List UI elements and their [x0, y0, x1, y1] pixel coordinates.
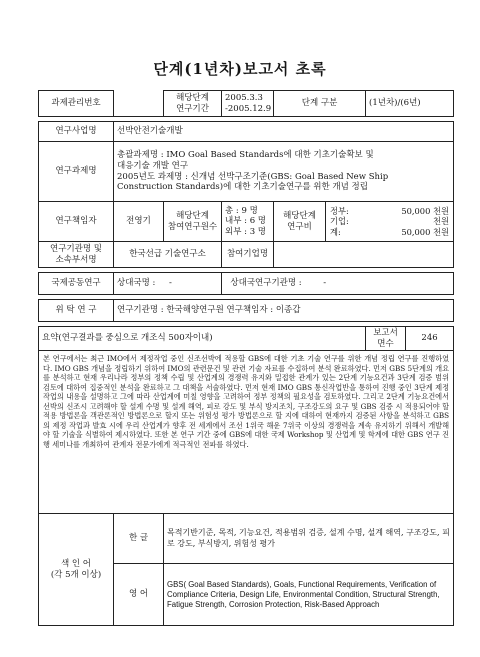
row-org	[39, 242, 454, 268]
project-no-label: 과제관리번호	[39, 91, 114, 117]
keywords-en-label: 영 어	[114, 564, 164, 626]
participant-counts: 총 : 9 명 내부 : 6 명 외부 : 3 명	[222, 202, 274, 242]
researcher-name: 전영기	[114, 202, 164, 242]
report-form	[38, 90, 454, 626]
consign-label: 위 탁 연 구	[39, 300, 114, 322]
task-label: 연구과제명	[39, 142, 114, 202]
row-summary	[39, 351, 454, 514]
task-value: 총괄과제명 : IMO Goal Based Standards에 대한 기초기술확보 및 대응기술 개발 연구 2005년도 과제명 : 신개념 선박구조기준(GBS: Goal Based New Ship Construction Standards)에 대한 기초기술연구를 위한 개념 정립	[114, 142, 454, 202]
partner-label: 참여기업명	[222, 242, 274, 268]
period-value: 2005.3.3 -2005.12.9	[222, 91, 274, 117]
researcher-label: 연구책임자	[39, 202, 114, 242]
consign-value: 연구기관명 : 한국해양연구원 연구책임자 : 이종갑	[114, 300, 454, 322]
intl-label: 국제공동연구	[39, 273, 114, 295]
keywords-ko: 목적기반기준, 목적, 기능요건, 적용범위 검증, 설계 수명, 설계 해역, 구조강도, 피로 강도, 부식방지, 위험성 평가	[164, 514, 454, 564]
business-value: 선박안전기술개발	[114, 122, 454, 142]
pages-label: 보고서 면수	[366, 327, 406, 351]
row-task	[39, 142, 454, 202]
partner-org: 상대국연구기관명 : -	[222, 273, 454, 295]
partner-country: 상대국명 : -	[114, 273, 222, 295]
period-label: 해당단계 연구기간	[164, 91, 222, 117]
row-consign	[39, 300, 454, 322]
org-value: 한국선급 기술연구소	[114, 242, 222, 268]
keywords-ko-label: 한 글	[114, 514, 164, 564]
row-project-no	[39, 91, 454, 117]
org-label: 연구기관명 및 소속부서명	[39, 242, 114, 268]
report-title: 단계(1년차)보고서 초록	[153, 60, 327, 78]
stage-value: (1년차)/(6년)	[366, 91, 454, 117]
row-keywords-ko	[39, 514, 454, 564]
pages-value: 246	[406, 327, 454, 351]
row-researcher	[39, 202, 454, 242]
row-business	[39, 122, 454, 142]
business-label: 연구사업명	[39, 122, 114, 142]
keywords-label: 색 인 어 (각 5개 이상)	[39, 514, 114, 626]
summary-text: 본 연구에서는 최근 IMO에서 제정작업 중인 신조선박에 적용할 GBS에 대한 기초 기술 연구를 위한 개념 정립 연구를 진행하였다. IMO GBS 개념을 정립하기 위하여 IMO의 관련문건 및 관련 기술 자료를 수집하여 분석 완료하였다. 먼저 GBS 5단계의 개요를 분석하고 현재 우리나라 정부의 정책 수립 및 산업계의 경쟁력 유지와 밀접한 관계가 있는 2단계 기능요건과 3단계 검증 범위 검토에 대하여 집중적인 분석을 완료하고 그 대책을 서술하였다. 먼저 현재 IMO GBS 통신작업반을 통하여 진행 중인 3단계 제정 작업의 내용을 설명하고 그에 따라 산업계에 미칠 영향을 고려하여 정부 정책의 필요성을 검토하였다. 그리고 2단계 기능요건에서 선박의 신조시 고려해야 할 설계 수명 및 설계 해역, 피로 강도 및 부식 방지조치, 구조강도의 요구 및 GBS 검증 시 적용되어야 할 적용 방법론을 객관론적인 방법론으로 할지 또는 위험성 평가 방법론으로 할 지에 대하여 현재까지 검증된 사항을 분석하고 GBS의 제정 작업과 발효 시에 우리 산업계가 향후 전 세계에서 조선 1위국 해운 7위국 이상의 경쟁력을 계속 유지하기 위해서 개발해야 할 기술을 식별하여 제시하였다. 또한 본 연구 기간 중에 GBS에 대한 국제 Workshop 및 산업계 및 학계에 대한 GBS 연구 진행 세미나를 개최하여 관계자 전문가에게 적극적인 전파를 하였다.	[39, 351, 454, 514]
row-summary-header	[39, 327, 454, 351]
research-cost-label: 해당단계 연구비	[274, 202, 326, 242]
participant-count-label: 해당단계 참여연구원수	[164, 202, 222, 242]
summary-label: 요약(연구결과를 중심으로 개조식 500자이내)	[39, 327, 366, 351]
stage-label: 단계 구분	[274, 91, 366, 117]
row-intl	[39, 273, 454, 295]
research-costs: 정부: 50,000 천원 기업: 천원 계: 50,000 천원	[326, 202, 454, 242]
partner-value	[274, 242, 454, 268]
keywords-en: GBS( Goal Based Standards), Goals, Functional Requirements, Verification of Compliance Criteria, Design Life, Environmental Condition, Structural Strength, Fatigue Strength, Corrosion Protection, Risk-Based Approach	[164, 564, 454, 626]
